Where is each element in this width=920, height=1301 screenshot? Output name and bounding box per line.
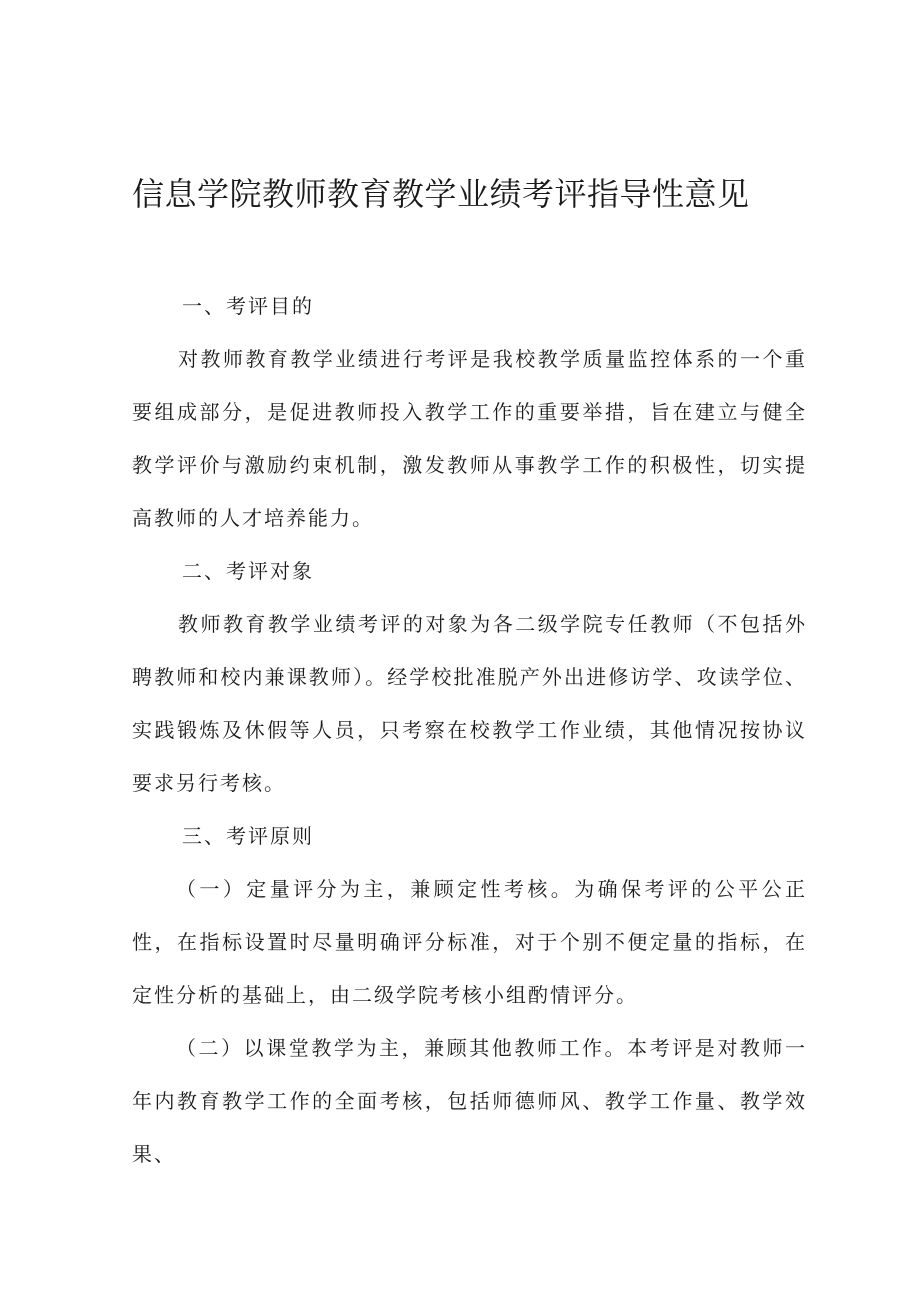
document-body [132,280,807,1181]
section-heading-target: 二、考评对象 [182,559,314,583]
section-heading-purpose: 一、考评目的 [182,294,314,318]
section-heading-principles: 三、考评原则 [182,824,314,848]
section-paragraph-target: 教师教育教学业绩考评的对象为各二级学院专任教师（不包括外聘教师和校内兼课教师）。经学校批准脱产外出进修访学、攻读学位、实践锻炼及休假等人员，只考察在校教学工作业绩，其他情况按协议要求另行考核。 [132,612,807,795]
principle-item-1: （一）定量评分为主，兼顾定性考核。为确保考评的公平公正性，在指标设置时尽量明确评分标准，对于个别不便定量的指标，在定性分析的基础上，由二级学院考核小组酌情评分。 [132,877,807,1007]
principle-item-2: （二）以课堂教学为主，兼顾其他教师工作。本考评是对教师一年内教育教学工作的全面考核，包括师德师风、教学工作量、教学效果、 [132,1036,807,1166]
section-paragraph-purpose: 对教师教育教学业绩进行考评是我校教学质量监控体系的一个重要组成部分，是促进教师投入教学工作的重要举措，旨在建立与健全教学评价与激励约束机制，激发教师从事教学工作的积极性，切实提高教师的人才培养能力。 [132,347,807,530]
document-title: 信息学院教师教育教学业绩考评指导性意见 [132,175,750,213]
